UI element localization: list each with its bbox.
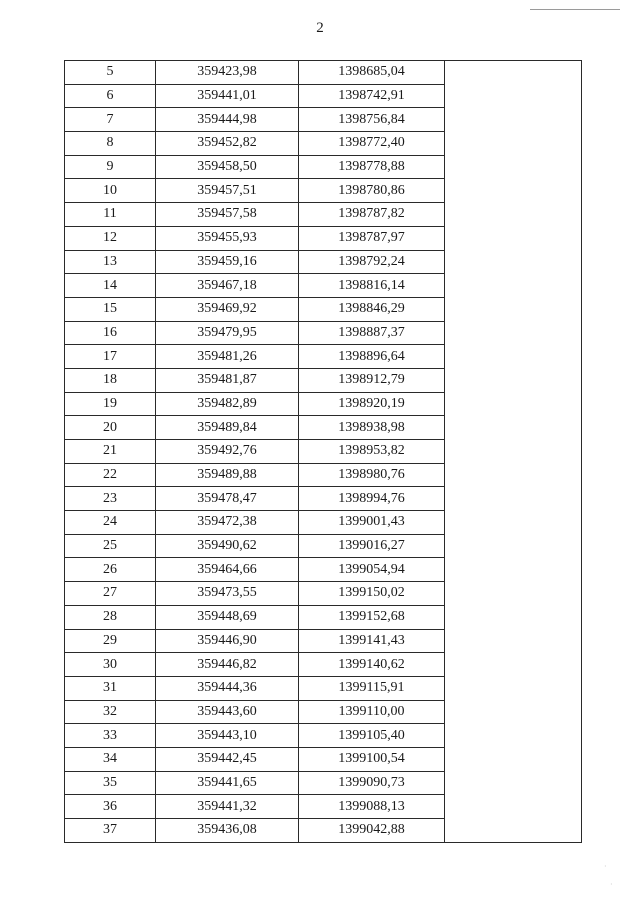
point-number-cell: 37	[65, 819, 156, 843]
point-number-cell: 33	[65, 724, 156, 748]
point-number-cell: 10	[65, 179, 156, 203]
y-coordinate-cell: 1399140,62	[299, 653, 445, 677]
y-coordinate-cell: 1398756,84	[299, 108, 445, 132]
x-coordinate-cell: 359490,62	[156, 534, 299, 558]
x-coordinate-cell: 359458,50	[156, 155, 299, 179]
point-number-cell: 23	[65, 487, 156, 511]
header-rule	[530, 9, 620, 10]
page-number: 2	[316, 20, 324, 36]
x-coordinate-cell: 359464,66	[156, 558, 299, 582]
y-coordinate-cell: 1399115,91	[299, 676, 445, 700]
y-coordinate-cell: 1399088,13	[299, 795, 445, 819]
point-number-cell: 15	[65, 297, 156, 321]
y-coordinate-cell: 1398816,14	[299, 274, 445, 298]
x-coordinate-cell: 359489,88	[156, 463, 299, 487]
point-number-cell: 30	[65, 653, 156, 677]
y-coordinate-cell: 1398938,98	[299, 416, 445, 440]
y-coordinate-cell: 1399054,94	[299, 558, 445, 582]
x-coordinate-cell: 359469,92	[156, 297, 299, 321]
y-coordinate-cell: 1399141,43	[299, 629, 445, 653]
point-number-cell: 18	[65, 368, 156, 392]
y-coordinate-cell: 1399150,02	[299, 582, 445, 606]
y-coordinate-cell: 1398896,64	[299, 345, 445, 369]
point-number-cell: 13	[65, 250, 156, 274]
point-number-cell: 34	[65, 747, 156, 771]
point-number-cell: 27	[65, 582, 156, 606]
y-coordinate-cell: 1398994,76	[299, 487, 445, 511]
point-number-cell: 24	[65, 511, 156, 535]
x-coordinate-cell: 359443,60	[156, 700, 299, 724]
y-coordinate-cell: 1399090,73	[299, 771, 445, 795]
point-number-cell: 16	[65, 321, 156, 345]
point-number-cell: 9	[65, 155, 156, 179]
y-coordinate-cell: 1398772,40	[299, 132, 445, 156]
point-number-cell: 26	[65, 558, 156, 582]
x-coordinate-cell: 359479,95	[156, 321, 299, 345]
point-number-cell: 20	[65, 416, 156, 440]
point-number-cell: 8	[65, 132, 156, 156]
point-number-cell: 7	[65, 108, 156, 132]
point-number-cell: 17	[65, 345, 156, 369]
scan-speck: ·	[604, 862, 607, 871]
y-coordinate-cell: 1399016,27	[299, 534, 445, 558]
y-coordinate-cell: 1399110,00	[299, 700, 445, 724]
x-coordinate-cell: 359436,08	[156, 819, 299, 843]
empty-column-cell	[445, 61, 582, 843]
point-number-cell: 11	[65, 203, 156, 227]
x-coordinate-cell: 359459,16	[156, 250, 299, 274]
point-number-cell: 35	[65, 771, 156, 795]
coordinates-table	[64, 60, 582, 843]
y-coordinate-cell: 1398846,29	[299, 297, 445, 321]
table-row	[65, 61, 582, 85]
y-coordinate-cell: 1399105,40	[299, 724, 445, 748]
y-coordinate-cell: 1398787,82	[299, 203, 445, 227]
y-coordinate-cell: 1399042,88	[299, 819, 445, 843]
y-coordinate-cell: 1399152,68	[299, 605, 445, 629]
point-number-cell: 31	[65, 676, 156, 700]
point-number-cell: 19	[65, 392, 156, 416]
x-coordinate-cell: 359478,47	[156, 487, 299, 511]
x-coordinate-cell: 359443,10	[156, 724, 299, 748]
y-coordinate-cell: 1398920,19	[299, 392, 445, 416]
x-coordinate-cell: 359473,55	[156, 582, 299, 606]
x-coordinate-cell: 359482,89	[156, 392, 299, 416]
x-coordinate-cell: 359455,93	[156, 226, 299, 250]
y-coordinate-cell: 1398953,82	[299, 440, 445, 464]
x-coordinate-cell: 359492,76	[156, 440, 299, 464]
point-number-cell: 5	[65, 61, 156, 85]
x-coordinate-cell: 359446,82	[156, 653, 299, 677]
x-coordinate-cell: 359441,01	[156, 84, 299, 108]
point-number-cell: 21	[65, 440, 156, 464]
x-coordinate-cell: 359457,58	[156, 203, 299, 227]
point-number-cell: 29	[65, 629, 156, 653]
x-coordinate-cell: 359442,45	[156, 747, 299, 771]
x-coordinate-cell: 359481,26	[156, 345, 299, 369]
x-coordinate-cell: 359444,98	[156, 108, 299, 132]
x-coordinate-cell: 359423,98	[156, 61, 299, 85]
y-coordinate-cell: 1398792,24	[299, 250, 445, 274]
y-coordinate-cell: 1398685,04	[299, 61, 445, 85]
x-coordinate-cell: 359441,32	[156, 795, 299, 819]
y-coordinate-cell: 1399001,43	[299, 511, 445, 535]
x-coordinate-cell: 359472,38	[156, 511, 299, 535]
x-coordinate-cell: 359446,90	[156, 629, 299, 653]
scan-speck: ·	[610, 880, 613, 889]
y-coordinate-cell: 1398980,76	[299, 463, 445, 487]
y-coordinate-cell: 1398887,37	[299, 321, 445, 345]
y-coordinate-cell: 1398912,79	[299, 368, 445, 392]
point-number-cell: 22	[65, 463, 156, 487]
point-number-cell: 12	[65, 226, 156, 250]
point-number-cell: 28	[65, 605, 156, 629]
y-coordinate-cell: 1398787,97	[299, 226, 445, 250]
point-number-cell: 25	[65, 534, 156, 558]
point-number-cell: 32	[65, 700, 156, 724]
x-coordinate-cell: 359489,84	[156, 416, 299, 440]
y-coordinate-cell: 1398780,86	[299, 179, 445, 203]
point-number-cell: 14	[65, 274, 156, 298]
x-coordinate-cell: 359441,65	[156, 771, 299, 795]
x-coordinate-cell: 359444,36	[156, 676, 299, 700]
x-coordinate-cell: 359481,87	[156, 368, 299, 392]
x-coordinate-cell: 359452,82	[156, 132, 299, 156]
x-coordinate-cell: 359467,18	[156, 274, 299, 298]
point-number-cell: 6	[65, 84, 156, 108]
point-number-cell: 36	[65, 795, 156, 819]
x-coordinate-cell: 359457,51	[156, 179, 299, 203]
y-coordinate-cell: 1398742,91	[299, 84, 445, 108]
y-coordinate-cell: 1398778,88	[299, 155, 445, 179]
coordinates-table-body	[65, 61, 582, 843]
x-coordinate-cell: 359448,69	[156, 605, 299, 629]
y-coordinate-cell: 1399100,54	[299, 747, 445, 771]
